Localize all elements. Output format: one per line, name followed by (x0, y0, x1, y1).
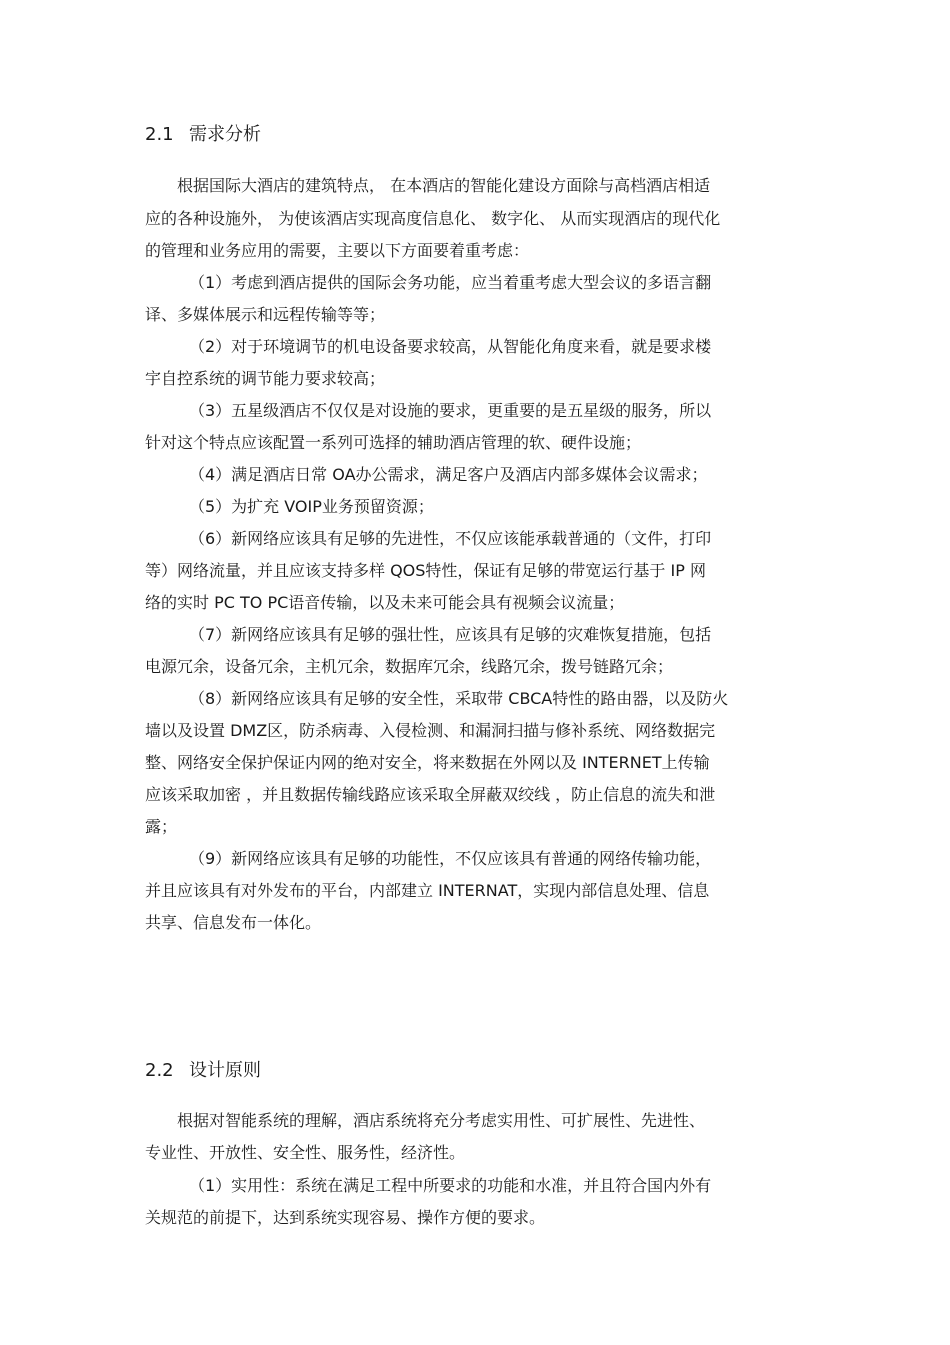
list-item-line: 关规范的前提下，达到系统实现容易、操作方便的要求。 (145, 1208, 546, 1227)
list-item-line: 整、网络安全保护保证内网的绝对安全，将来数据在外网以及 INTERNET上传输 (145, 753, 710, 772)
list-item-line: 并且应该具有对外发布的平台，内部建立 INTERNAT，实现内部信息处理、信息 (145, 881, 710, 900)
list-item-line: 共享、信息发布一体化。 (145, 913, 322, 932)
list-item-line: 宇自控系统的调节能力要求较高； (145, 369, 386, 388)
paragraph-line: 根据国际大酒店的建筑特点， 在本酒店的智能化建设方面除与高档酒店相适 (177, 176, 711, 195)
section-number: 2.2 (145, 1060, 174, 1081)
list-item-line: （7）新网络应该具有足够的强壮性，应该具有足够的灾难恢复措施，包括 (189, 625, 712, 644)
list-item-line: 络的实时 PC TO PC语音传输，以及未来可能会具有视频会议流量； (145, 593, 625, 612)
section-number: 2.1 (145, 124, 174, 145)
list-item-line: （3）五星级酒店不仅仅是对设施的要求，更重要的是五星级的服务，所以 (189, 401, 712, 420)
list-item-line: 露； (145, 817, 178, 836)
list-item-line: （1）实用性：系统在满足工程中所要求的功能和水准，并且符合国内外有 (189, 1176, 712, 1195)
list-item-line: （2）对于环境调节的机电设备要求较高，从智能化角度来看，就是要求楼 (189, 337, 712, 356)
list-item-line: （1）考虑到酒店提供的国际会务功能，应当着重考虑大型会议的多语言翻 (189, 273, 712, 292)
list-item-line: 译、多媒体展示和远程传输等等； (145, 305, 386, 324)
list-item-line: 等）网络流量，并且应该支持多样 QOS特性，保证有足够的带宽运行基于 IP 网 (145, 561, 706, 580)
list-item-line: （4）满足酒店日常 OA办公需求，满足客户及酒店内部多媒体会议需求； (189, 465, 708, 484)
list-item-line: 电源冗余，设备冗余，主机冗余，数据库冗余，线路冗余，拨号链路冗余； (145, 657, 674, 676)
section-heading-2-1 (145, 123, 261, 147)
paragraph-line: 的管理和业务应用的需要，主要以下方面要着重考虑： (145, 241, 530, 260)
list-item-line: （5）为扩充 VOIP业务预留资源； (189, 497, 434, 516)
list-item-line: （9）新网络应该具有足够的功能性，不仅应该具有普通的网络传输功能， (189, 849, 712, 868)
list-item-line: （8）新网络应该具有足够的安全性，采取带 CBCA特性的路由器，以及防火 (189, 689, 729, 708)
section-heading-2-2 (145, 1059, 261, 1083)
paragraph-line: 根据对智能系统的理解，酒店系统将充分考虑实用性、可扩展性、先进性、 (177, 1111, 706, 1130)
paragraph-line: 应的各种设施外， 为使该酒店实现高度信息化、 数字化、 从而实现酒店的现代化 (145, 209, 721, 228)
list-item-line: （6）新网络应该具有足够的先进性，不仅应该能承载普通的（文件，打印 (189, 529, 712, 548)
section-title: 设计原则 (189, 1060, 261, 1081)
paragraph-line: 专业性、开放性、安全性、服务性，经济性。 (145, 1143, 466, 1162)
list-item-line: 针对这个特点应该配置一系列可选择的辅助酒店管理的软、硬件设施； (145, 433, 642, 452)
list-item-line: 应该采取加密 ，并且数据传输线路应该采取全屏蔽双绞线 ，防止信息的流失和泄 (145, 785, 716, 804)
section-title: 需求分析 (189, 124, 261, 145)
list-item-line: 墙以及设置 DMZ区，防杀病毒、入侵检测、和漏洞扫描与修补系统、网络数据完 (145, 721, 716, 740)
